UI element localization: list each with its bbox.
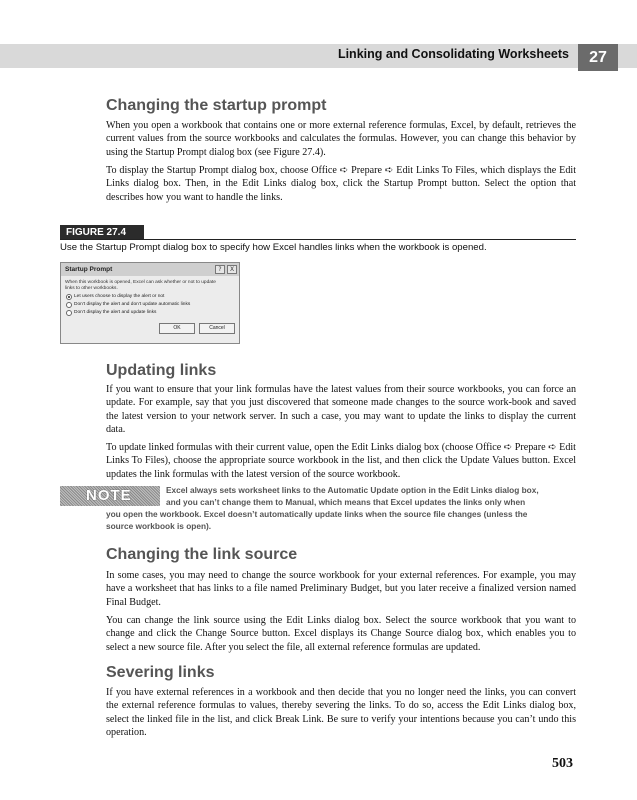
startup-paragraph-2: To display the Startup Prompt dialog box, choose Office ➪ Prepare ➪ Edit Links To Files, which displays the Edit Links dialog box. Then, in the Edit Links dialog box, click the Startup Prompt button. Select the option that describes how you want to handle the links. [106, 165, 576, 203]
figure-label: FIGURE 27.4 [60, 225, 144, 240]
note-text-line2: and you can’t change them to Manual, which means that Excel updates the links only when [166, 497, 526, 507]
figure-caption: Use the Startup Prompt dialog box to specify how Excel handles links when the workbook is opened. [60, 242, 487, 253]
radio-let-users-choose[interactable] [66, 294, 72, 300]
note-text-line3: you open the workbook. Excel doesn’t automatically update links when the source file changes (unless the [106, 509, 528, 519]
severing-paragraph-1: If you have external references in a workbook and then decide that you no longer need the links, you can convert the external reference formulas to values, thereby severing the links. To do so, access the Edit Links dialog box, select the linked file in the list, and click Break Link. Be sure to verify your intentions because you can’t undo this operation. [106, 687, 576, 738]
figure-rule [60, 239, 576, 240]
help-icon[interactable]: ? [215, 265, 225, 274]
note-text-line4: source workbook is open). [106, 521, 212, 531]
updating-paragraph-1: If you want to ensure that your link formulas have the latest values from their source workbooks, you can force an update. For example, say that you just discovered that someone made changes to the source work-book and saved the latest version to your network server. In such a case, you may want to update the links to display the current data. [106, 384, 576, 435]
radio-update-links[interactable] [66, 310, 72, 316]
close-icon[interactable]: X [227, 265, 237, 274]
cancel-button[interactable]: Cancel [199, 323, 235, 334]
radio-dont-update[interactable] [66, 302, 72, 308]
radio-label-let-users-choose[interactable]: Let users choose to display the alert or not [74, 294, 165, 299]
updating-paragraph-2: To update linked formulas with their current value, open the Edit Links dialog box (choose Office ➪ Prepare ➪ Edit Links To Files), choose the appropriate source workbook in the list, and then click the Update Values button. Excel updates the link formulas with the latest version of the source workbook. [106, 442, 576, 480]
radio-label-update-links[interactable]: Don’t display the alert and update links [74, 310, 157, 315]
source-paragraph-2: You can change the link source using the Edit Links dialog box. Select the source workbook that you want to change and click the Change Source button. Excel displays its Change Source dialog box, which enables you to select a new source file. After you select the file, all external reference formulas are updated. [106, 615, 576, 653]
radio-label-dont-update[interactable]: Don’t display the alert and don’t update automatic links [74, 302, 191, 307]
source-paragraph-1: In some cases, you may need to change the source workbook for your external references. For example, you may have a worksheet that has links to a file named Preliminary Budget, but you later receive a finalized version named Final Budget. [106, 570, 576, 608]
startup-prompt-dialog [60, 262, 240, 344]
dialog-description-line1: When this workbook is opened, Excel can ask whether or not to update [65, 280, 216, 285]
heading-changing-link-source: Changing the link source [106, 546, 298, 563]
heading-startup-prompt: Changing the startup prompt [106, 97, 327, 114]
chapter-number: 27 [578, 44, 618, 71]
dialog-description-line2: links to other workbooks. [65, 286, 118, 291]
running-header-title: Linking and Consolidating Worksheets [337, 47, 569, 61]
page-number: 503 [552, 756, 573, 771]
heading-severing-links: Severing links [106, 664, 215, 681]
ok-button[interactable]: OK [159, 323, 195, 334]
dialog-title: Startup Prompt [61, 263, 239, 276]
note-label: NOTE [86, 487, 132, 504]
startup-paragraph-1: When you open a workbook that contains one or more external reference formulas, Excel, by default, retrieves the current values from the source workbooks and calculates the formulas. However, you can change this behavior by using the Startup Prompt dialog box (see Figure 27.4). [106, 120, 576, 158]
heading-updating-links: Updating links [106, 362, 217, 379]
note-text-line1: Excel always sets worksheet links to the Automatic Update option in the Edit Links dialog box, [166, 485, 539, 495]
